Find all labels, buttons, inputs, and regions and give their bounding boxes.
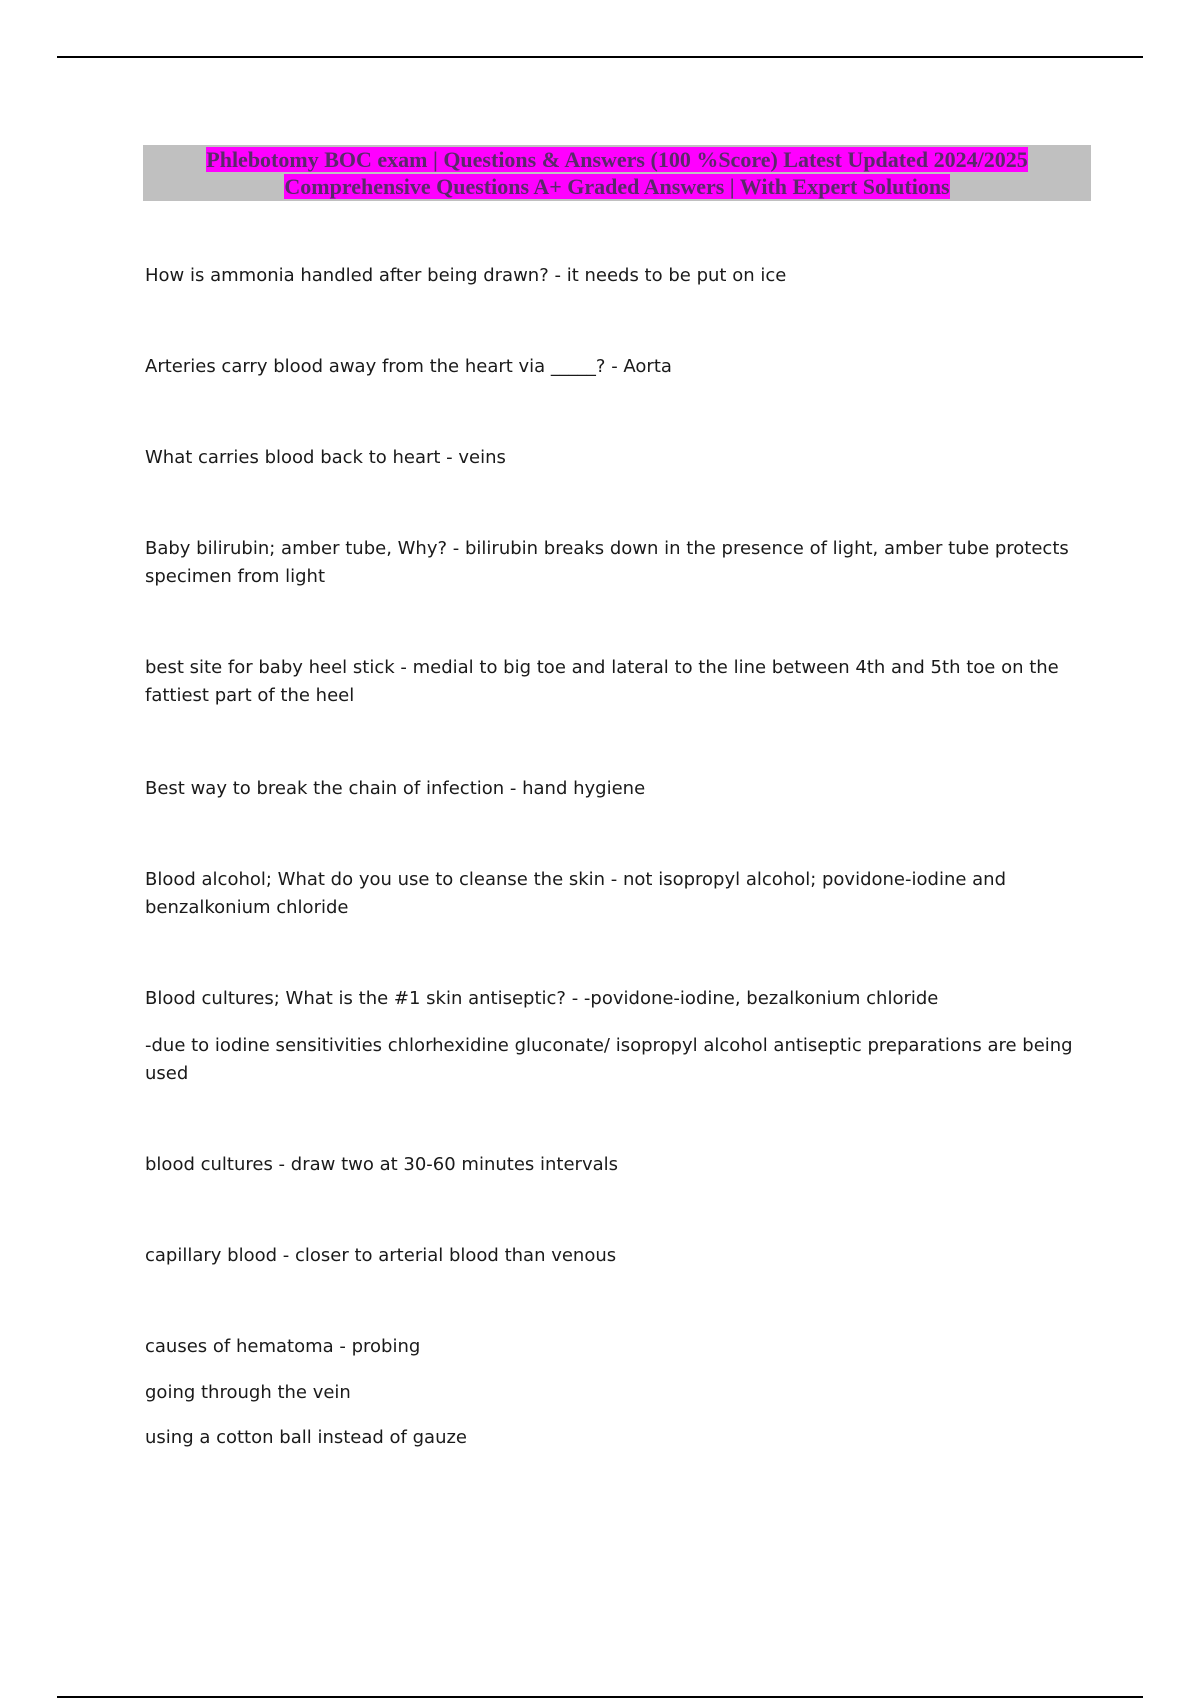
bottom-rule	[57, 1696, 1143, 1698]
qa-entry: What carries blood back to heart - veins	[145, 447, 506, 468]
qa-entry-continuation: going through the vein	[145, 1382, 351, 1403]
qa-entry-continuation: -due to iodine sensitivities chlorhexidine gluconate/ isopropyl alcohol antiseptic preparations are being used	[145, 1035, 1073, 1084]
qa-entry: How is ammonia handled after being drawn? - it needs to be put on ice	[145, 265, 787, 286]
qa-entry: capillary blood - closer to arterial blood than venous	[145, 1245, 617, 1266]
qa-entry: Arteries carry blood away from the heart via _____? - Aorta	[145, 356, 672, 377]
top-rule	[57, 56, 1143, 58]
document-title	[143, 145, 1091, 201]
title-line-2: Comprehensive Questions A+ Graded Answers | With Expert Solutions	[284, 174, 950, 199]
qa-entry: blood cultures - draw two at 30-60 minutes intervals	[145, 1154, 619, 1175]
qa-entry: Blood alcohol; What do you use to cleanse the skin - not isopropyl alcohol; povidone-iodine and benzalkonium chloride	[145, 869, 1007, 918]
title-line-1: Phlebotomy BOC exam | Questions & Answers (100 %Score) Latest Updated 2024/2025	[206, 147, 1028, 172]
qa-entry: Best way to break the chain of infection - hand hygiene	[145, 778, 646, 799]
qa-entry: Baby bilirubin; amber tube, Why? - bilirubin breaks down in the presence of light, amber tube protects specimen from light	[145, 538, 1069, 587]
qa-entry-continuation: using a cotton ball instead of gauze	[145, 1427, 467, 1448]
qa-entry: Blood cultures; What is the #1 skin antiseptic? - -povidone-iodine, bezalkonium chloride	[145, 988, 939, 1009]
qa-entry: best site for baby heel stick - medial to big toe and lateral to the line between 4th and 5th toe on the fattiest part of the heel	[145, 657, 1059, 706]
qa-entry: causes of hematoma - probing	[145, 1336, 421, 1357]
